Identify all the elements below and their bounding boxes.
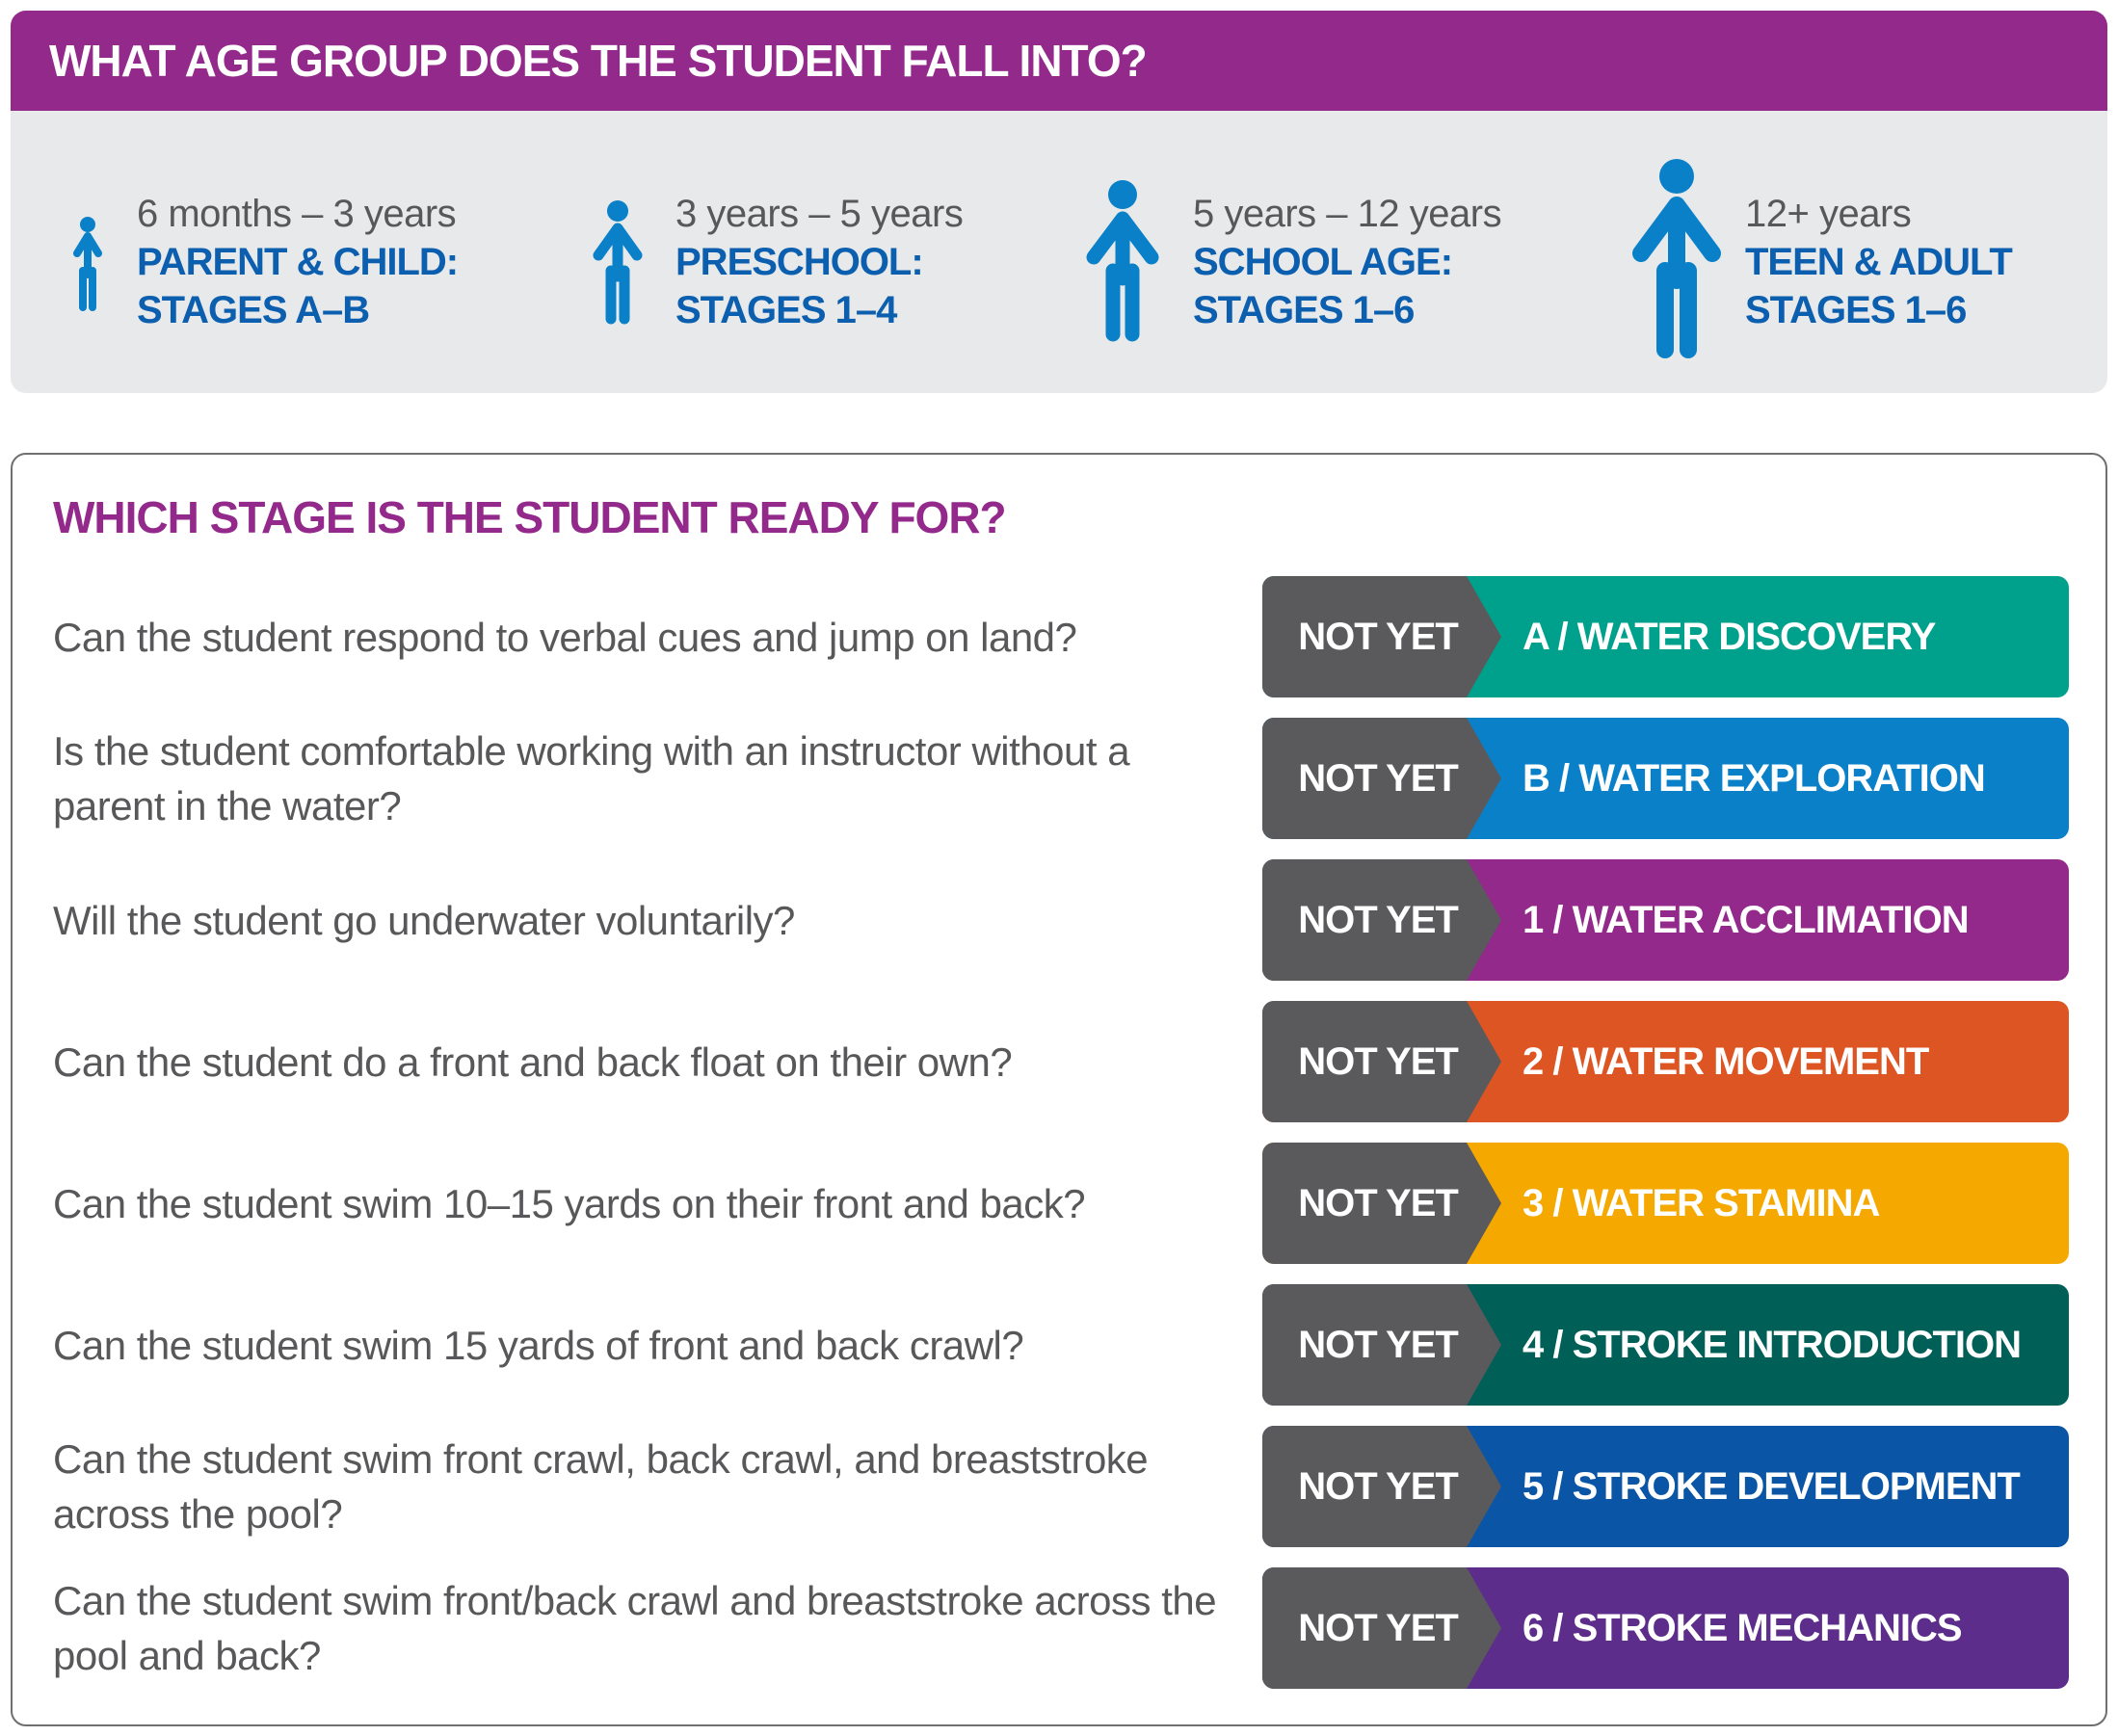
stage-label: 5 / STROKE DEVELOPMENT (1522, 1464, 2020, 1508)
stage-label: 4 / STROKE INTRODUCTION (1522, 1323, 2022, 1366)
age-group-title: WHAT AGE GROUP DOES THE STUDENT FALL INTO? (49, 36, 1147, 86)
age-group-name: PRESCHOOL: (675, 241, 923, 283)
stage-label: 6 / STROKE MECHANICS (1522, 1606, 1962, 1649)
stage-row-1 (13, 859, 2105, 981)
stage-question: Is the student comfortable working with an instructor without a parent in the water? (53, 728, 1130, 829)
stage-bar[interactable] (1262, 1567, 2069, 1689)
stage-bar[interactable] (1262, 576, 2069, 697)
not-yet-label: NOT YET (1298, 1039, 1458, 1083)
age-group-name: TEEN & ADULT (1745, 241, 2012, 283)
age-group-teen-adult (1591, 111, 2107, 393)
stage-question: Can the student swim front crawl, back crawl, and breaststroke across the pool? (53, 1436, 1149, 1537)
age-group-text (1745, 190, 2012, 334)
age-group-text (1193, 190, 1501, 334)
not-yet-label: NOT YET (1298, 615, 1458, 658)
not-yet-label: NOT YET (1298, 1606, 1458, 1649)
age-range: 12+ years (1745, 193, 1912, 235)
stage-question: Can the student respond to verbal cues and jump on land? (53, 614, 1077, 660)
stage-bar[interactable] (1262, 718, 2069, 839)
not-yet-label: NOT YET (1298, 756, 1458, 800)
stage-row-4 (13, 1284, 2105, 1406)
stage-bar[interactable] (1262, 1143, 2069, 1264)
stage-question: Can the student swim 10–15 yards on their front and back? (53, 1180, 1086, 1226)
age-group-stages: STAGES A–B (137, 289, 370, 331)
stage-row-b (13, 718, 2105, 839)
age-group-stages: STAGES 1–6 (1745, 289, 1967, 331)
age-group-preschool (531, 111, 1051, 393)
age-group-panel (11, 11, 2107, 393)
stage-label: 1 / WATER ACCLIMATION (1522, 898, 1969, 941)
person-icon (68, 215, 107, 311)
stage-question: Can the student swim 15 yards of front and back crawl? (53, 1322, 1024, 1368)
age-group-header (11, 11, 2107, 111)
age-group-stages: STAGES 1–6 (1193, 289, 1415, 331)
stage-label: 3 / WATER STAMINA (1522, 1181, 1880, 1224)
stage-panel (11, 453, 2107, 1726)
person-icon (1078, 178, 1167, 342)
age-range: 6 months – 3 years (137, 193, 457, 235)
stage-bar[interactable] (1262, 859, 2069, 981)
age-group-text (675, 190, 963, 334)
stage-row-a (13, 576, 2105, 697)
age-range: 5 years – 12 years (1193, 193, 1502, 235)
age-group-name: SCHOOL AGE: (1193, 241, 1453, 283)
stage-question: Can the student do a front and back float on their own? (53, 1039, 1013, 1085)
stage-bar[interactable] (1262, 1426, 2069, 1547)
stage-label: B / WATER EXPLORATION (1522, 756, 1985, 800)
stage-label: A / WATER DISCOVERY (1522, 615, 1936, 658)
not-yet-label: NOT YET (1298, 1464, 1458, 1508)
not-yet-label: NOT YET (1298, 1181, 1458, 1224)
person-icon (587, 199, 649, 325)
stage-row-3 (13, 1143, 2105, 1264)
stage-row-2 (13, 1001, 2105, 1122)
age-group-text (137, 190, 458, 334)
age-group-school-age (1051, 111, 1591, 393)
stage-question: Will the student go underwater voluntarily? (53, 897, 795, 943)
age-group-stages: STAGES 1–4 (675, 289, 897, 331)
stage-question: Can the student swim front/back crawl and breaststroke across the pool and back? (53, 1578, 1217, 1678)
stage-bar[interactable] (1262, 1001, 2069, 1122)
age-group-parent-child (11, 111, 531, 393)
stage-bar[interactable] (1262, 1284, 2069, 1406)
not-yet-label: NOT YET (1298, 898, 1458, 941)
stage-title: WHICH STAGE IS THE STUDENT READY FOR? (53, 492, 1006, 542)
stage-row-5 (13, 1426, 2105, 1547)
stage-row-6 (13, 1567, 2105, 1689)
age-group-name: PARENT & CHILD: (137, 241, 459, 283)
age-range: 3 years – 5 years (675, 193, 964, 235)
stage-label: 2 / WATER MOVEMENT (1522, 1039, 1929, 1083)
not-yet-label: NOT YET (1298, 1323, 1458, 1366)
person-icon (1624, 157, 1730, 359)
